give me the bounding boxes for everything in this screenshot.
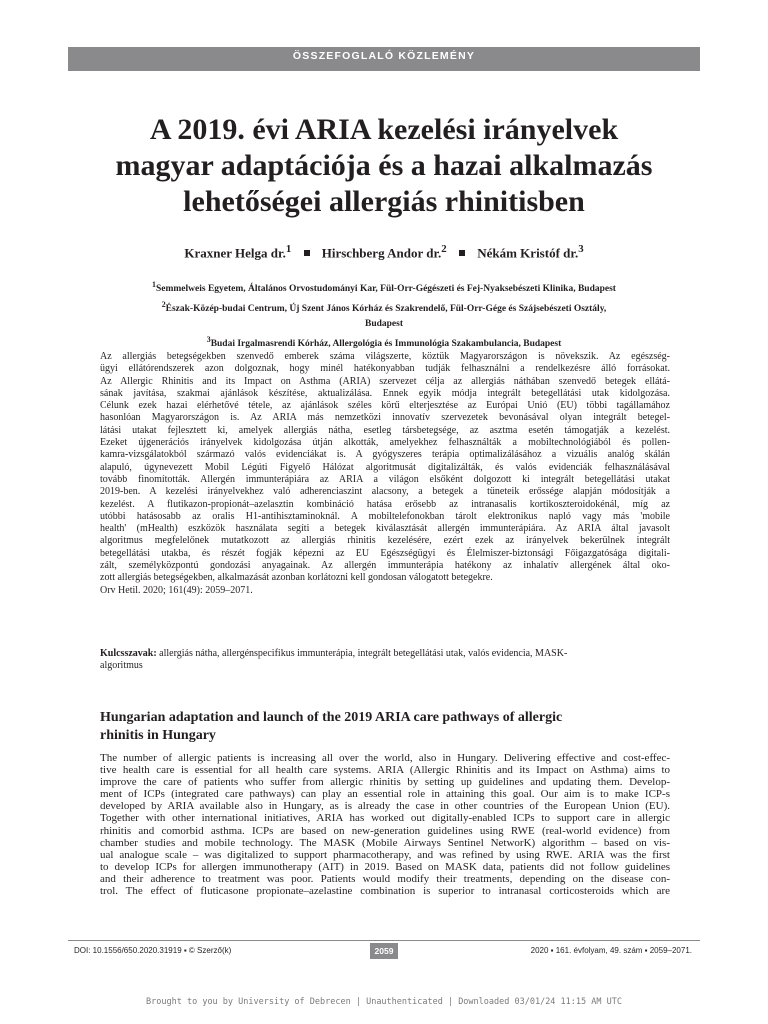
keywords <box>100 648 670 673</box>
affiliation <box>90 297 678 317</box>
author-name: Hirschberg Andor dr. <box>321 245 442 261</box>
issue-info: 2020 ▪ 161. évfolyam, 49. szám ▪ 2059–2071. <box>530 946 692 955</box>
abstract-line: to develop ICPs for allergen immunotherapy (AIT) in 2019. Based on MASK data, patients did not follow guidelines <box>100 860 670 873</box>
abstract-line: zott allergiás betegségekben, alkalmazását azonban korlátozni kell gondosan válogatott betegekre. <box>100 572 493 584</box>
affiliation <box>90 332 678 352</box>
abstract-line: and their adherence to treatment was poor. Patients would modify their treatments, depending on the disease con- <box>100 872 670 885</box>
affiliation-text: Budapest <box>364 319 403 330</box>
english-title <box>100 709 670 745</box>
abstract-line: Az allergiás betegségekben szenvedő emberek száma világszerte, köztük Magyarországon is növekszik. Az egészség- <box>100 351 670 362</box>
abstract-line: kamra-vizsgálatokból származó valós evidenciákat is. A gyógyszeres terápia optimalizálásához a vizuális analóg skálán <box>100 449 670 461</box>
author-affil-mark: 1 <box>285 243 292 255</box>
abstract-line: ment of ICPs (integrated care pathways) can play an essential role in attaining this goal. Our aim is to make ICP-s <box>100 788 670 801</box>
author-affil-mark: 2 <box>441 243 447 255</box>
affiliation-mark: 1 <box>152 280 156 289</box>
title-line: magyar adaptációja és a hazai alkalmazás <box>115 149 653 182</box>
affiliation <box>90 277 678 297</box>
abstract-english <box>100 752 670 897</box>
abstract-line: algoritmus megfelelőnek mutatkozott az allergiás rhinitis kezelésére, ezért ezek az irányelvek bekerülnek integrált <box>100 535 670 547</box>
english-title-line: rhinitis in Hungary <box>100 728 216 743</box>
author-list <box>80 243 688 261</box>
abstract-line: Az Allergic Rhinitis and its Impact on Asthma (ARIA) szervezet célja az allergiás náthában szenvedő betegek ellátá- <box>100 375 670 387</box>
keywords-text: allergiás nátha, allergénspecifikus immunterápia, integrált betegellátási utak, valós evidencia, MASK- <box>159 648 568 659</box>
author-name: Kraxner Helga dr. <box>184 245 286 261</box>
abstract-line: alapuló, úgynevezett Mobil Légúti Figyelő Hálózat algoritmusát digitalizálták, és valós evidenciák felhasználásával <box>100 461 670 473</box>
article-title <box>80 112 688 220</box>
abstract-line: developed by ARIA available also in Hungary, as is already the case in other countries of the European Union (EU). <box>100 800 670 813</box>
abstract-line: rhinitis and comorbid asthma. ICPs are based on new-generation guidelines using RWE (real-world evidence) from <box>100 824 670 837</box>
page-footer <box>68 943 700 959</box>
abstract-line: hasonlóan Magyarországon is. Az ARIA más nemzetközi innovatív szervezetek bevonásával olyan integrált betegel- <box>100 412 670 424</box>
abstract-line: ual analogue scale – was digitalized to support pharmacotherapy, and was refined by using RWE. ARIA was the first <box>100 848 670 861</box>
abstract-line: health' (mHealth) eszközök használata segíti a betegek kiválasztását allergén immunterápiára. Az ARIA által javasolt <box>100 523 670 535</box>
author-name: Nékám Kristóf dr. <box>477 245 579 261</box>
footer-rule <box>68 940 700 941</box>
affiliation-text: Észak-Közép-budai Centrum, Új Szent János Kórház és Szakrendelő, Fül-Orr-Gége és Szájsebészeti Osztály, <box>165 304 607 315</box>
abstract-line: látási utakat fejlesztett ki, amelyek allergiás nátha, esetleg társbetegsége, az asztma esetén támogatják a kezelést. <box>100 424 670 436</box>
title-line: A 2019. évi ARIA kezelési irányelvek <box>149 113 619 146</box>
keywords-line <box>100 648 670 660</box>
abstract-line: 2019-ben. A kezelési irányelvekhez való adherenciaszint alacsony, a betegek a tüneteik erőssége alapján módosítják a <box>100 486 670 498</box>
abstract-line: Célunk ezek hazai elérhetővé tétele, az ajánlások széles körű elterjesztése az Európai Unió (EU) többi tagállamához <box>100 400 670 412</box>
abstract-line: ügyi ellátórendszerek azon dolgoznak, hogy minél hatékonyabban tudják felhasználni a rendelkezésre álló forrásokat. <box>100 363 670 375</box>
affiliation-mark: 3 <box>206 335 211 345</box>
abstract-line: chamber studies and mobile technology. The MASK (Mobile Airways Sentinel NetworK) algorithm – based on vis- <box>100 836 670 849</box>
keywords-label: Kulcsszavak: <box>100 648 157 659</box>
abstract-line: utóbbi hatásosabb az oralis H1-antihisztaminoknál. A mobiltelefonokban tárolt elektronikus napló vagy más 'mobile <box>100 510 670 522</box>
abstract-line: The number of allergic patients is increasing all over the world, also in Hungary. Delivering effective and cost-effec- <box>100 752 670 764</box>
abstract-line: improve the care of patients who suffer from allergic rhinitis by setting up guidelines and updating them. Develop- <box>100 776 670 789</box>
abstract-line: Together with other international initiatives, ARIA has worked out digitally-enabled ICPs to support care in allergic <box>100 812 670 825</box>
keywords-text: algoritmus <box>100 660 143 672</box>
author-separator <box>304 250 310 256</box>
abstract-line: zált, személyközpontú gondozási anyagainak. Az allergén immunterápia hatékony az inhalatív allergének által oko- <box>100 560 670 572</box>
abstract-hungarian <box>100 351 670 597</box>
abstract-line: kezelést. A flutikazon-propionát–azelasztin kombináció hatása erősebb az intranasalis kortikoszteroidokénál, míg az <box>100 498 670 510</box>
title-line: lehetőségei allergiás rhinitisben <box>183 185 585 218</box>
author-separator <box>459 250 465 256</box>
author-affil-mark: 3 <box>578 243 584 255</box>
affiliation-text: Semmelweis Egyetem, Általános Orvostudományi Kar, Fül-Orr-Gégészeti és Fej-Nyaksebészeti Klinika, Budapest <box>155 284 616 295</box>
affiliation-mark: 2 <box>161 300 166 310</box>
category-rule <box>68 69 700 71</box>
abstract-line: tovább finomították. Allergén immunterápiára az ARIA a világon elsőként dolgozott ki integrált betegellátási utakat <box>100 473 670 485</box>
affiliations <box>90 277 678 352</box>
article-category: ÖSSZEFOGLALÓ KÖZLEMÉNY <box>292 50 476 62</box>
download-watermark: Brought to you by University of Debrecen | Unauthenticated | Downloaded 03/01/24 11:15 AM UTC <box>146 997 622 1007</box>
abstract-line: tive health care is essential for all health care systems. ARIA (Allergic Rhinitis and its Impact on Asthma) aims to <box>100 764 670 777</box>
citation: Orv Hetil. 2020; 161(49): 2059–2071. <box>100 584 253 596</box>
affiliation-text: Budai Irgalmasrendi Kórház, Allergológia és Immunológia Szakambulancia, Budapest <box>210 339 562 350</box>
abstract-line: Ezeket újgenerációs irányelvek kidolgozása útján alkották, amelyekhez felhasználták a mobiltechnológiából és pollen- <box>100 437 670 449</box>
abstract-line: betegellátási utakba, és részét fogják képezni az EU Egészségügyi és Élelmiszer-biztonsági Főigazgatósága digitali- <box>100 547 670 559</box>
page-number: 2059 <box>370 943 398 959</box>
doi-link[interactable]: DOI: 10.1556/650.2020.31919 ▪ © Szerző(k) <box>74 946 232 955</box>
affiliation <box>90 317 678 332</box>
abstract-line: sának javítása, szakmai ajánlások készítése, aktualizálása. Ennek egyik módja integrált betegellátási utak kidolgozása. <box>100 387 670 399</box>
abstract-line: trol. The effect of fluticasone propionate–azelastine combination is superior to intranasal corticosteroids which are <box>100 885 670 898</box>
english-title-line: Hungarian adaptation and launch of the 2019 ARIA care pathways of allergic <box>100 710 563 725</box>
